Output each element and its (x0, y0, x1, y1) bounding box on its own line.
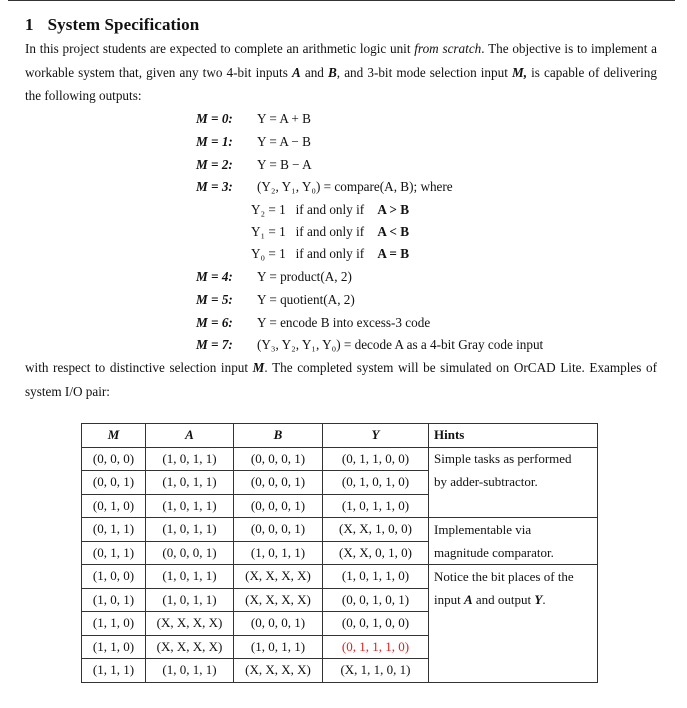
table-row: (0, 1, 1) (0, 0, 0, 1) (1, 0, 1, 1) (X, X, 0, 1, 0) magnitude comparator. (82, 541, 598, 565)
section-title: System Specification (47, 15, 200, 34)
io-example-table (81, 423, 598, 683)
condition-row: Y₂ = 1 if and only if A > B (251, 202, 410, 217)
hint-cell (429, 494, 598, 518)
hint-cell: magnitude comparator. (429, 541, 598, 565)
hint-cell: by adder-subtractor. (429, 471, 598, 495)
top-rule (8, 0, 675, 1)
table-row: (0, 1, 1) (1, 0, 1, 1) (0, 0, 0, 1) (X, X, 1, 0, 0) Implementable via (82, 518, 598, 542)
intro-paragraph: In this project students are expected to complete an arithmetic logic unit from scratch. The objective is to implement a workable system that, given any two 4-bit inputs A and B, and 3-bit mode selection input M, is capable of delivering the following outputs: (25, 41, 657, 103)
outro-paragraph: with respect to distinctive selection input M. The completed system will be simulated on OrCAD Lite. Examples of system I/O pair: (25, 360, 658, 399)
header-y: Y (323, 424, 429, 448)
header-b: B (234, 424, 323, 448)
table-row: (1, 0, 0) (1, 0, 1, 1) (X, X, X, X) (1, 0, 1, 1, 0) Notice the bit places of the (82, 565, 598, 589)
header-m: M (82, 424, 146, 448)
highlighted-output: (0, 1, 1, 1, 0) (323, 635, 429, 659)
condition-row: Y₁ = 1 if and only if A < B (251, 224, 410, 239)
table-row: (1, 1, 1) (1, 0, 1, 1) (X, X, X, X) (X, 1, 1, 0, 1) (82, 659, 598, 683)
header-hints: Hints (429, 424, 598, 448)
header-a: A (146, 424, 234, 448)
condition-row: Y₀ = 1 if and only if A = B (251, 246, 410, 261)
hint-cell (429, 659, 598, 683)
table-row: (0, 0, 1) (1, 0, 1, 1) (0, 0, 0, 1) (0, 1, 0, 1, 0) by adder-subtractor. (82, 471, 598, 495)
hint-cell: Implementable via (429, 518, 598, 542)
section-heading (25, 15, 199, 35)
hint-cell (429, 635, 598, 659)
table-row: (1, 1, 0) (X, X, X, X) (1, 0, 1, 1) (0, 1, 1, 1, 0) (82, 635, 598, 659)
hint-cell (429, 612, 598, 636)
hint-cell: input A and output Y. (429, 588, 598, 612)
table-row: (0, 0, 0) (1, 0, 1, 1) (0, 0, 0, 1) (0, 1, 1, 0, 0) Simple tasks as performed (82, 447, 598, 471)
section-number: 1 (25, 15, 34, 34)
hint-cell: Notice the bit places of the (429, 565, 598, 589)
table-row: (0, 1, 0) (1, 0, 1, 1) (0, 0, 0, 1) (1, 0, 1, 1, 0) (82, 494, 598, 518)
table-header-row (82, 424, 598, 448)
table-row: (1, 1, 0) (X, X, X, X) (0, 0, 0, 1) (0, 0, 1, 0, 0) (82, 612, 598, 636)
table-row: (1, 0, 1) (1, 0, 1, 1) (X, X, X, X) (0, 0, 1, 0, 1) input A and output Y. (82, 588, 598, 612)
hint-cell: Simple tasks as performed (429, 447, 598, 471)
